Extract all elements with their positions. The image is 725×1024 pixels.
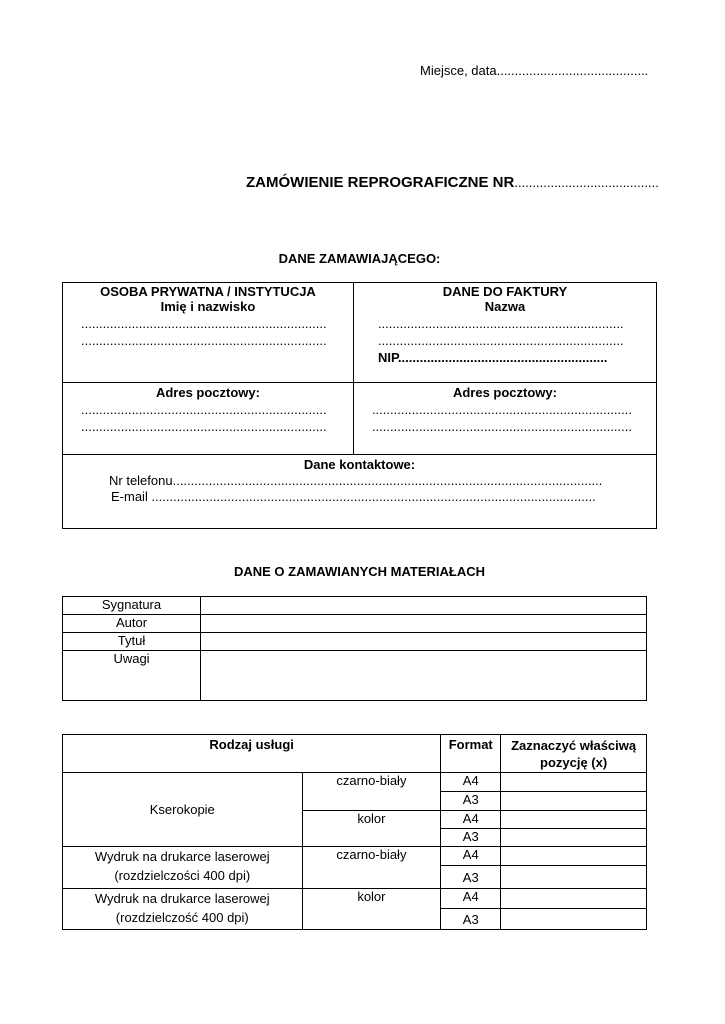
format-header: Format bbox=[441, 735, 501, 773]
contact-label: Dane kontaktowe: bbox=[303, 457, 416, 472]
place-date-line: Miejsce, data.......................................... bbox=[420, 63, 649, 78]
mark-cell-copies-bw-a4[interactable] bbox=[501, 773, 647, 792]
format-a4: A4 bbox=[441, 811, 501, 829]
laser-print-color-cell bbox=[63, 889, 303, 930]
postal-address-left-line-1[interactable]: .................................................................... bbox=[81, 402, 327, 417]
invoice-name-label: Nazwa bbox=[484, 299, 526, 314]
format-a4: A4 bbox=[441, 889, 501, 909]
invoice-data-cell bbox=[353, 283, 656, 383]
author-label: Autor bbox=[63, 615, 201, 633]
contact-data-cell bbox=[63, 455, 657, 529]
format-a3: A3 bbox=[441, 866, 501, 889]
format-a4: A4 bbox=[441, 847, 501, 866]
mark-cell-copies-color-a4[interactable] bbox=[501, 811, 647, 829]
invoice-name-line-2[interactable]: .................................................................... bbox=[377, 333, 624, 348]
laser-print-bw-label: Wydruk na drukarce laserowej bbox=[94, 849, 270, 864]
postal-address-label-left: Adres pocztowy: bbox=[155, 385, 260, 400]
service-type-header: Rodzaj usługi bbox=[63, 735, 441, 773]
signature-label: Sygnatura bbox=[63, 597, 201, 615]
title-text: ZAMÓWIENIE REPROGRAFICZNE NR bbox=[246, 174, 515, 191]
mark-position-header: Zaznaczyć właściwą pozycję (x) bbox=[501, 735, 647, 773]
mark-cell-print-color-a4[interactable] bbox=[501, 889, 647, 909]
laser-print-bw-cell bbox=[63, 847, 303, 889]
format-a4: A4 bbox=[441, 773, 501, 792]
signature-input[interactable] bbox=[201, 597, 647, 615]
materials-section-heading: DANE O ZAMAWIANYCH MATERIAŁACH bbox=[233, 564, 486, 579]
notes-input[interactable] bbox=[201, 651, 647, 701]
copies-label: Kserokopie bbox=[63, 773, 303, 847]
postal-address-right-line-1[interactable]: ........................................................................ bbox=[371, 402, 632, 417]
phone-field[interactable]: Nr telefonu....................................................................................................................... bbox=[109, 473, 603, 488]
postal-address-left-cell bbox=[63, 383, 354, 455]
document-title bbox=[246, 174, 659, 191]
laser-print-color-resolution: (rozdzielczość 400 dpi) bbox=[115, 910, 249, 925]
author-input[interactable] bbox=[201, 615, 647, 633]
copies-color-label: kolor bbox=[302, 811, 441, 847]
name-label: Imię i nazwisko bbox=[160, 299, 256, 314]
laser-print-bw-resolution: (rozdzielczości 400 dpi) bbox=[114, 868, 251, 883]
name-line-2[interactable]: .................................................................... bbox=[81, 333, 327, 348]
title-label: Tytuł bbox=[63, 633, 201, 651]
private-person-cell bbox=[63, 283, 354, 383]
postal-address-left-line-2[interactable]: .................................................................... bbox=[81, 419, 327, 434]
print-color-label: kolor bbox=[302, 889, 441, 930]
mark-cell-copies-bw-a3[interactable] bbox=[501, 792, 647, 811]
invoice-name-line-1[interactable]: .................................................................... bbox=[377, 316, 624, 331]
customer-section-heading: DANE ZAMAWIAJĄCEGO: bbox=[278, 251, 441, 266]
name-line-1[interactable]: .................................................................... bbox=[81, 316, 327, 331]
nip-field[interactable]: NIP.......................................................... bbox=[377, 350, 608, 365]
customer-table bbox=[62, 282, 657, 529]
services-table bbox=[62, 734, 647, 930]
format-a3: A3 bbox=[441, 792, 501, 811]
materials-table bbox=[62, 596, 647, 701]
mark-cell-copies-color-a3[interactable] bbox=[501, 829, 647, 847]
email-field[interactable]: E-mail ........................................................................................................................... bbox=[111, 489, 596, 504]
mark-cell-print-bw-a3[interactable] bbox=[501, 866, 647, 889]
postal-address-right-cell bbox=[353, 383, 656, 455]
mark-cell-print-color-a3[interactable] bbox=[501, 909, 647, 930]
postal-address-label-right: Adres pocztowy: bbox=[452, 385, 557, 400]
title-number-dots: ........................................ bbox=[514, 175, 659, 190]
laser-print-color-label: Wydruk na drukarce laserowej bbox=[94, 891, 270, 906]
format-a3: A3 bbox=[441, 909, 501, 930]
print-bw-label: czarno-biały bbox=[302, 847, 441, 889]
title-input[interactable] bbox=[201, 633, 647, 651]
mark-cell-print-bw-a4[interactable] bbox=[501, 847, 647, 866]
postal-address-right-line-2[interactable]: ........................................................................ bbox=[371, 419, 632, 434]
copies-bw-label: czarno-biały bbox=[302, 773, 441, 811]
invoice-header: DANE DO FAKTURY bbox=[442, 284, 568, 299]
notes-label: Uwagi bbox=[63, 651, 201, 701]
private-person-header: OSOBA PRYWATNA / INSTYTUCJA bbox=[100, 284, 316, 299]
format-a3: A3 bbox=[441, 829, 501, 847]
